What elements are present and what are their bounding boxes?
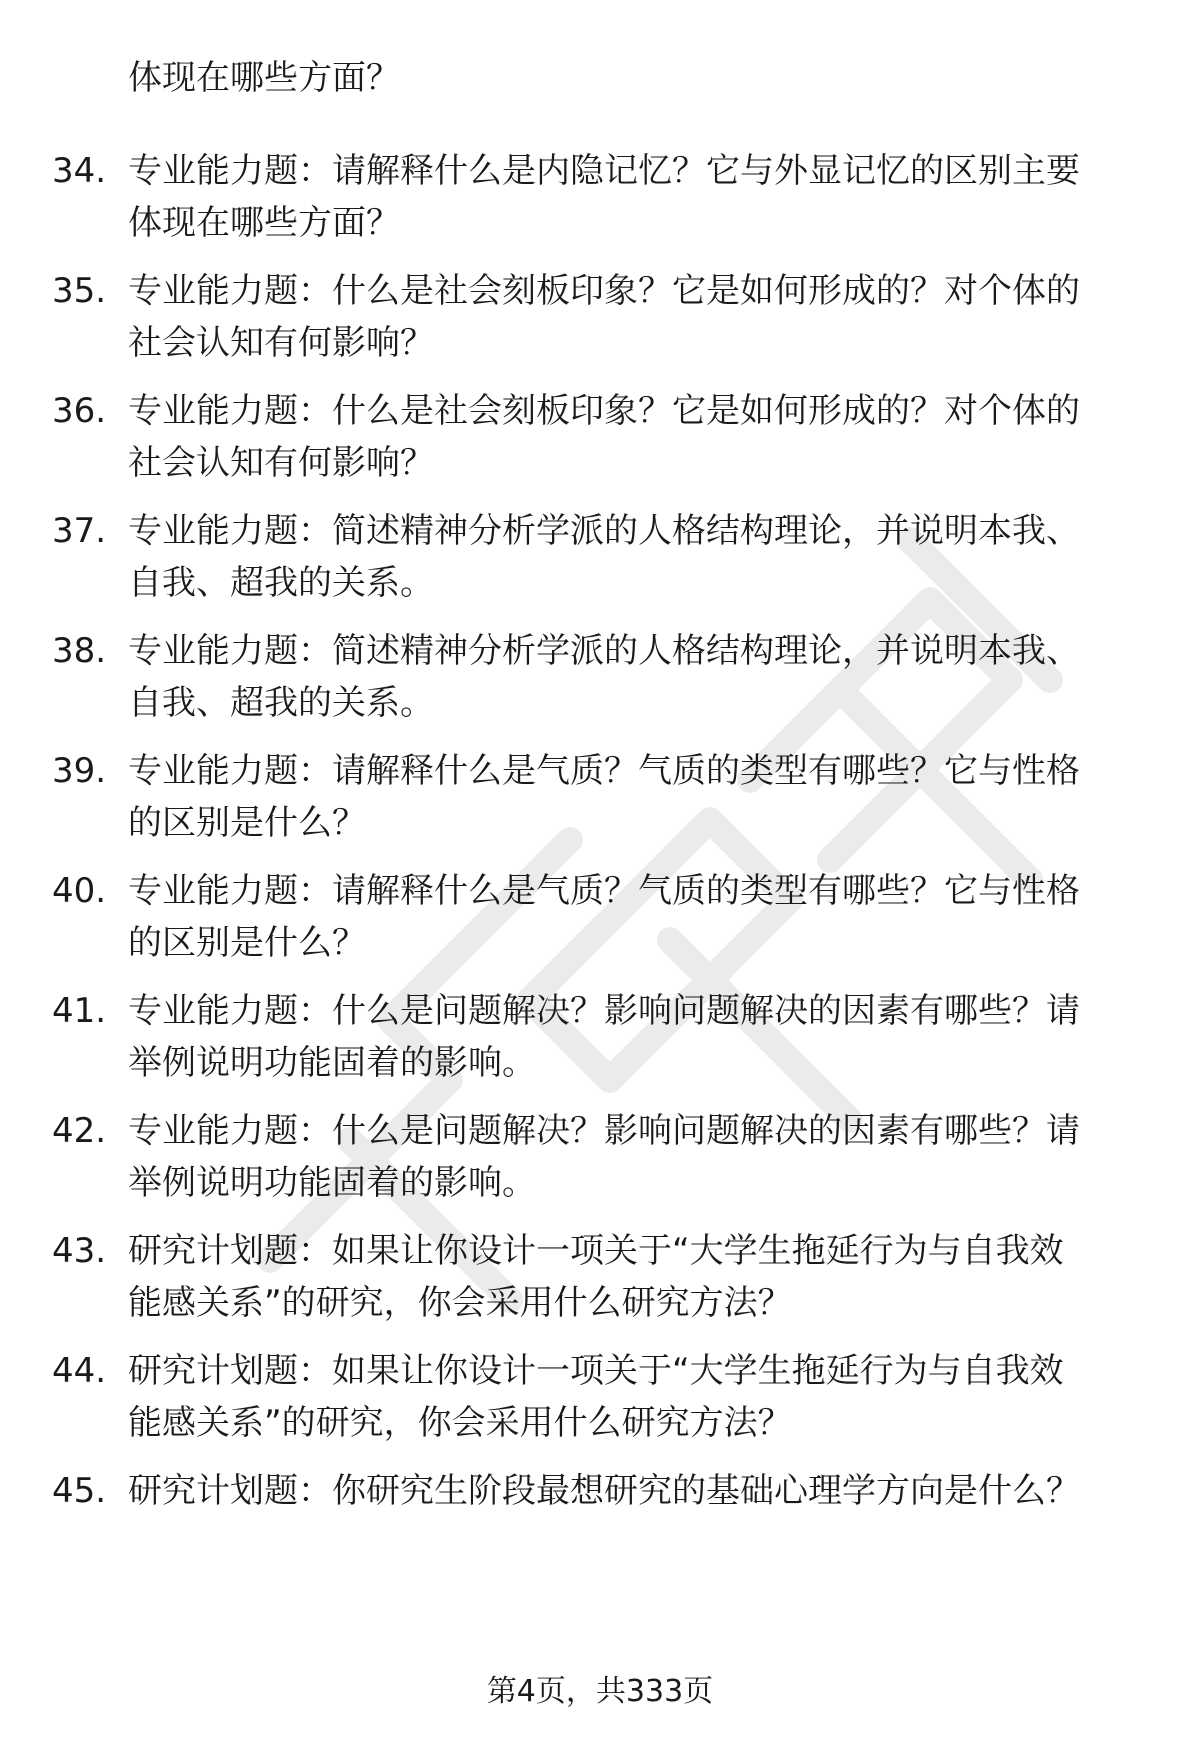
question-text-line-1: 专业能力题：什么是问题解决？影响问题解决的因素有哪些？请 <box>128 991 1080 1031</box>
question-text-line-1: 专业能力题：简述精神分析学派的人格结构理论，并说明本我、 <box>128 511 1080 551</box>
question-text-line-1: 专业能力题：请解释什么是气质？气质的类型有哪些？它与性格 <box>128 871 1080 911</box>
question-text-line-1: 专业能力题：请解释什么是气质？气质的类型有哪些？它与性格 <box>128 751 1080 791</box>
question-text-line-2: 的区别是什么？ <box>128 923 366 963</box>
question-text-line-2: 社会认知有何影响？ <box>128 323 434 363</box>
question-text-line-2: 能感关系”的研究，你会采用什么研究方法？ <box>128 1403 792 1443</box>
question-number: 39. <box>52 751 107 791</box>
question-number: 40. <box>52 871 107 911</box>
question-number: 35. <box>52 271 107 311</box>
question-text-line-2: 自我、超我的关系。 <box>128 563 434 603</box>
question-text-line-2: 体现在哪些方面？ <box>128 203 400 243</box>
page-footer: 第4页，共333页 <box>486 1674 714 1709</box>
question-text-line-1: 专业能力题：什么是社会刻板印象？它是如何形成的？对个体的 <box>128 271 1080 311</box>
question-text-line-2: 自我、超我的关系。 <box>128 683 434 723</box>
question-text-line-2: 举例说明功能固着的影响。 <box>128 1163 536 1203</box>
question-text-line-2: 社会认知有何影响？ <box>128 443 434 483</box>
question-number: 41. <box>52 991 107 1031</box>
question-text-line-1: 专业能力题：请解释什么是内隐记忆？它与外显记忆的区别主要 <box>128 151 1080 191</box>
question-text-line-1: 专业能力题：什么是社会刻板印象？它是如何形成的？对个体的 <box>128 391 1080 431</box>
question-text-line-2: 举例说明功能固着的影响。 <box>128 1043 536 1083</box>
question-number: 43. <box>52 1231 107 1271</box>
question-text-line-1: 专业能力题：什么是问题解决？影响问题解决的因素有哪些？请 <box>128 1111 1080 1151</box>
question-number: 44. <box>52 1351 107 1391</box>
question-text-line-1: 研究计划题：如果让你设计一项关于“大学生拖延行为与自我效 <box>128 1231 1064 1271</box>
question-text-line-1: 研究计划题：你研究生阶段最想研究的基础心理学方向是什么？ <box>128 1471 1080 1511</box>
continuation-text: 体现在哪些方面？ <box>128 58 400 98</box>
question-number: 37. <box>52 511 107 551</box>
question-number: 36. <box>52 391 107 431</box>
question-text-line-2: 的区别是什么？ <box>128 803 366 843</box>
question-text-line-1: 专业能力题：简述精神分析学派的人格结构理论，并说明本我、 <box>128 631 1080 671</box>
question-text-line-1: 研究计划题：如果让你设计一项关于“大学生拖延行为与自我效 <box>128 1351 1064 1391</box>
question-number: 42. <box>52 1111 107 1151</box>
question-text-line-2: 能感关系”的研究，你会采用什么研究方法？ <box>128 1283 792 1323</box>
question-number: 34. <box>52 151 107 191</box>
question-number: 45. <box>52 1471 107 1511</box>
question-number: 38. <box>52 631 107 671</box>
